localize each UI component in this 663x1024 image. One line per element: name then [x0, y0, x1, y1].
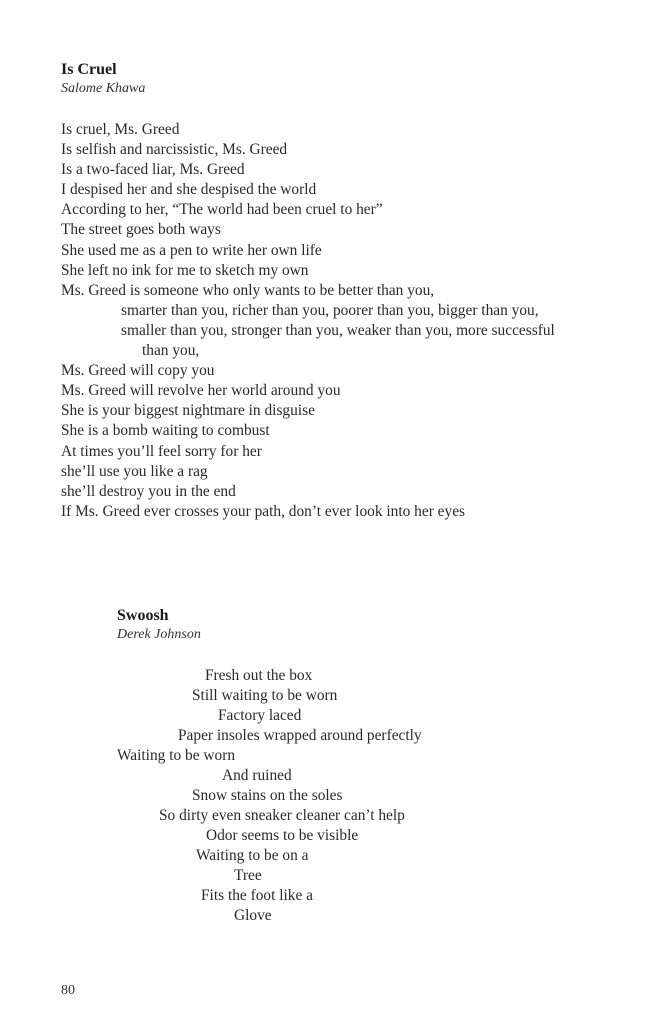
poem-line: Waiting to be worn	[117, 747, 236, 764]
poem-line: Ms. Greed will revolve her world around you	[61, 382, 341, 400]
poem-line: Is a two-faced liar, Ms. Greed	[61, 161, 245, 179]
poem-line: Odor seems to be visible	[206, 827, 359, 844]
poem-line: Fresh out the box	[205, 667, 313, 684]
poem-line: The street goes both ways	[61, 221, 221, 239]
poem-body	[117, 666, 537, 936]
poem-title: Is Cruel	[61, 61, 117, 78]
poem-line: Snow stains on the soles	[192, 787, 343, 804]
poem-swoosh	[117, 606, 537, 936]
poem-is-cruel	[61, 60, 555, 522]
poem-line: Fits the foot like a	[201, 887, 313, 904]
poem-line: According to her, “The world had been cruel to her”	[61, 201, 383, 219]
poem-line: she’ll use you like a rag	[61, 462, 208, 480]
poem-line: smarter than you, richer than you, poorer than you, bigger than you,	[121, 301, 539, 319]
poem-line: And ruined	[222, 767, 292, 784]
poem-author: Salome Khawa	[61, 81, 146, 96]
poem-line: She is a bomb waiting to combust	[61, 422, 270, 440]
poem-line: Paper insoles wrapped around perfectly	[178, 727, 422, 744]
poem-line: She used me as a pen to write her own life	[61, 241, 322, 259]
poem-line: She left no ink for me to sketch my own	[61, 261, 309, 279]
poem-line: At times you’ll feel sorry for her	[61, 442, 262, 460]
poem-body	[61, 120, 555, 522]
poem-line: Is selfish and narcissistic, Ms. Greed	[61, 141, 288, 159]
poem-line: Is cruel, Ms. Greed	[61, 121, 180, 138]
poem-line: So dirty even sneaker cleaner can’t help	[159, 807, 405, 824]
poem-line: Glove	[234, 907, 272, 924]
poem-line: she’ll destroy you in the end	[61, 482, 236, 500]
poem-line: smaller than you, stronger than you, weaker than you, more successful	[121, 321, 555, 339]
poem-line: Waiting to be on a	[196, 847, 309, 864]
poem-line: She is your biggest nightmare in disguise	[61, 402, 315, 420]
poem-line: Factory laced	[218, 707, 302, 724]
poem-line: If Ms. Greed ever crosses your path, don’t ever look into her eyes	[61, 502, 466, 520]
poem-line: I despised her and she despised the world	[61, 181, 317, 199]
poem-line: than you,	[142, 342, 200, 360]
page-number: 80	[61, 983, 75, 998]
poem-title: Swoosh	[117, 607, 169, 624]
poem-line: Ms. Greed is someone who only wants to be better than you,	[61, 281, 435, 299]
poem-line: Ms. Greed will copy you	[61, 362, 215, 380]
poem-line: Tree	[234, 867, 262, 884]
poem-line: Still waiting to be worn	[192, 687, 338, 704]
poem-author: Derek Johnson	[117, 627, 201, 642]
